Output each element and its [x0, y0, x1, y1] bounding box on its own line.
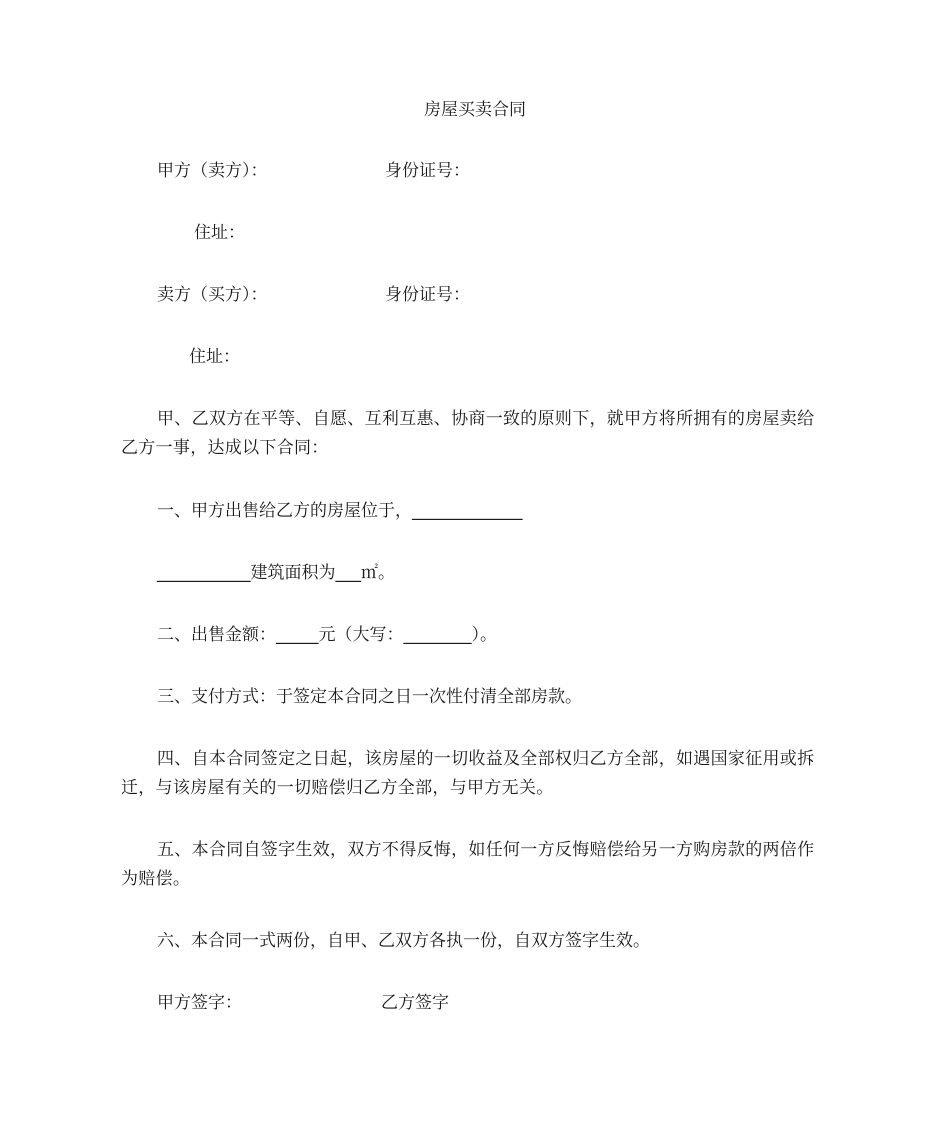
party-b-address-label: 住址： [189, 347, 240, 367]
party-a-address-label: 住址： [194, 223, 245, 243]
party-a-id-label: 身份证号： [385, 161, 470, 181]
document-title: 房屋买卖合同 [424, 100, 526, 120]
signature-party-a-label: 甲方签字： [157, 993, 242, 1013]
clause-2: 二、出售金额：_____元（大写：________）。 [157, 625, 497, 645]
intro-paragraph: 甲、乙双方在平等、自愿、互利互惠、协商一致的原则下，就甲方将所拥有的房屋卖给乙方一事，达成以下合同： [121, 409, 815, 458]
clause-6: 六、本合同一式两份，自甲、乙双方各执一份，自双方签字生效。 [157, 931, 650, 951]
clause-1-line-1: 一、甲方出售给乙方的房屋位于，_____________ [157, 501, 523, 521]
clause-5: 五、本合同自签字生效，双方不得反悔，如任何一方反悔赔偿给另一方购房款的两倍作为赔偿。 [121, 840, 815, 889]
party-b-id-label: 身份证号： [385, 285, 470, 305]
clause-4: 四、自本合同签定之日起，该房屋的一切收益及全部权归乙方全部，如遇国家征用或拆迁，与该房屋有关的一切赔偿归乙方全部，与甲方无关。 [121, 749, 815, 798]
signature-party-b-label: 乙方签字 [381, 993, 449, 1013]
clause-3: 三、支付方式：于签定本合同之日一次性付清全部房款。 [157, 687, 582, 707]
party-b-label: 卖方（买方）： [157, 285, 268, 305]
party-a-label: 甲方（卖方）： [157, 161, 268, 181]
clause-1-line-2: ___________建筑面积为___㎡。 [157, 563, 395, 583]
